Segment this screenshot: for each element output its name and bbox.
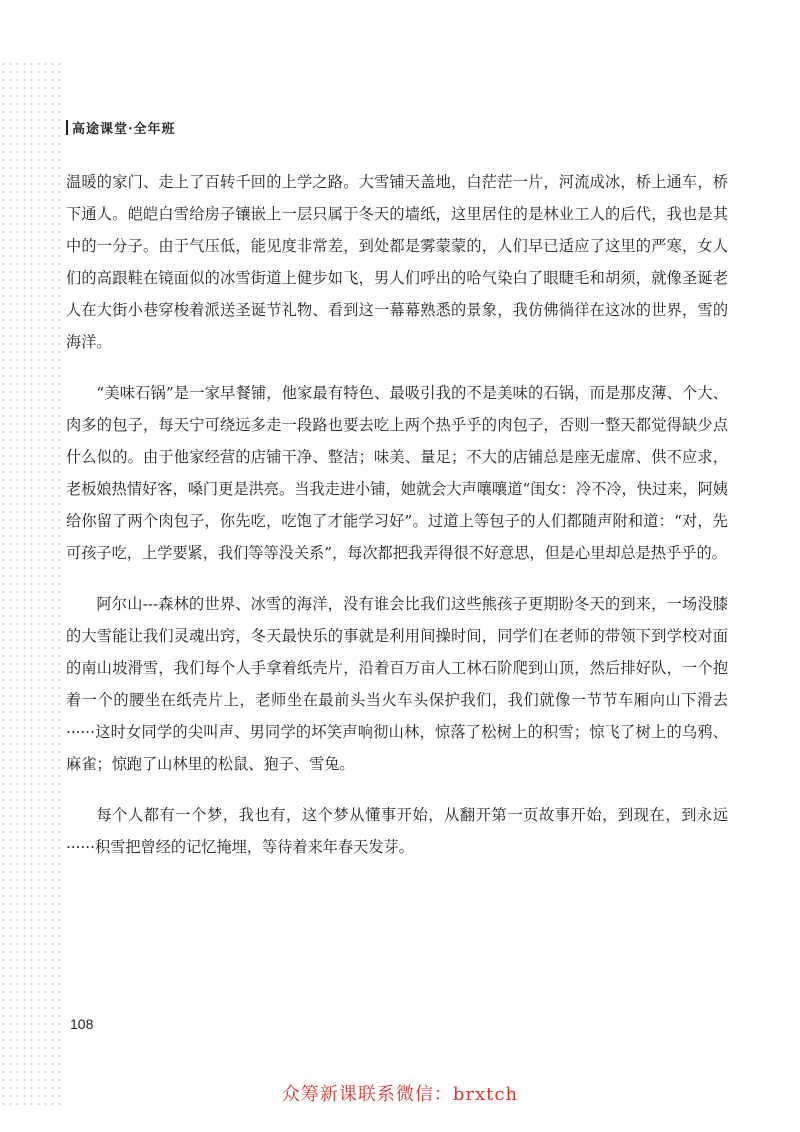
paragraph-3: 阿尔山---森林的世界、冰雪的海洋，没有谁会比我们这些熊孩子更期盼冬天的到来，一场没膝的大雪能让我们灵魂出窍，冬天最快乐的事就是利用间操时间，同学们在老师的带领下到学校对面的南山坡滑雪，我们每个人手拿着纸壳片，沿着百万亩人工林石阶爬到山顶，然后排好队，一个抱着一个的腰坐在纸壳片上，老师坐在最前头当火车头保护我们，我们就像一节节车厢向山下滑去······这时女同学的尖叫声、男同学的坏笑声响彻山林，惊落了松树上的积雪；惊飞了树上的乌鸦、麻雀；惊跑了山林里的松鼠、狍子、雪兔。 xyxy=(66,595,728,773)
header-bar-mark xyxy=(66,120,68,135)
paragraph-1: 温暖的家门、走上了百转千回的上学之路。大雪铺天盖地，白茫茫一片，河流成冰，桥上通车，桥下通人。皑皑白雪给房子镶嵌上一层只属于冬天的墙纸，这里居住的是林业工人的后代，我也是其中的一分子。由于气压低，能见度非常差，到处都是雾蒙蒙的，人们早已适应了这里的严寒，女人们的高跟鞋在镜面似的冰雪街道上健步如飞，男人们呼出的哈气染白了眼睫毛和胡须，就像圣诞老人在大街小巷穿梭着派送圣诞节礼物、看到这一幕幕熟悉的景象，我仿佛徜徉在这冰的世界，雪的海洋。 xyxy=(66,173,728,351)
header-title: 高途课堂·全年班 xyxy=(72,122,176,137)
running-header xyxy=(66,118,176,137)
body-text xyxy=(66,166,728,882)
footer-contact-note: 众筹新课联系微信：brxtch xyxy=(281,1084,519,1105)
paragraph-4: 每个人都有一个梦，我也有，这个梦从懂事开始，从翻开第一页故事开始，到现在，到永远······积雪把曾经的记忆掩埋，等待着来年春天发芽。 xyxy=(66,806,728,856)
page-number: 108 xyxy=(70,1016,94,1032)
paragraph-2: “美味石锅”是一家早餐铺，他家最有特色、最吸引我的不是美味的石锅，而是那皮薄、个大、肉多的包子，每天宁可绕远多走一段路也要去吃上两个热乎乎的肉包子，否则一整天都觉得缺少点什么似的。由于他家经营的店铺干净、整洁；味美、量足；不大的店铺总是座无虚席、供不应求，老板娘热情好客，嗓门更是洪亮。当我走进小铺，她就会大声嚷嚷道“闺女：冷不冷，快过来，阿姨给你留了两个肉包子，你先吃，吃饱了才能学习好”。过道上等包子的人们都随声附和道：“对，先可孩子吃，上学要紧，我们等等没关系”，每次都把我弄得很不好意思，但是心里却总是热乎乎的。 xyxy=(66,384,728,562)
dotted-margin-decoration xyxy=(0,60,62,1110)
